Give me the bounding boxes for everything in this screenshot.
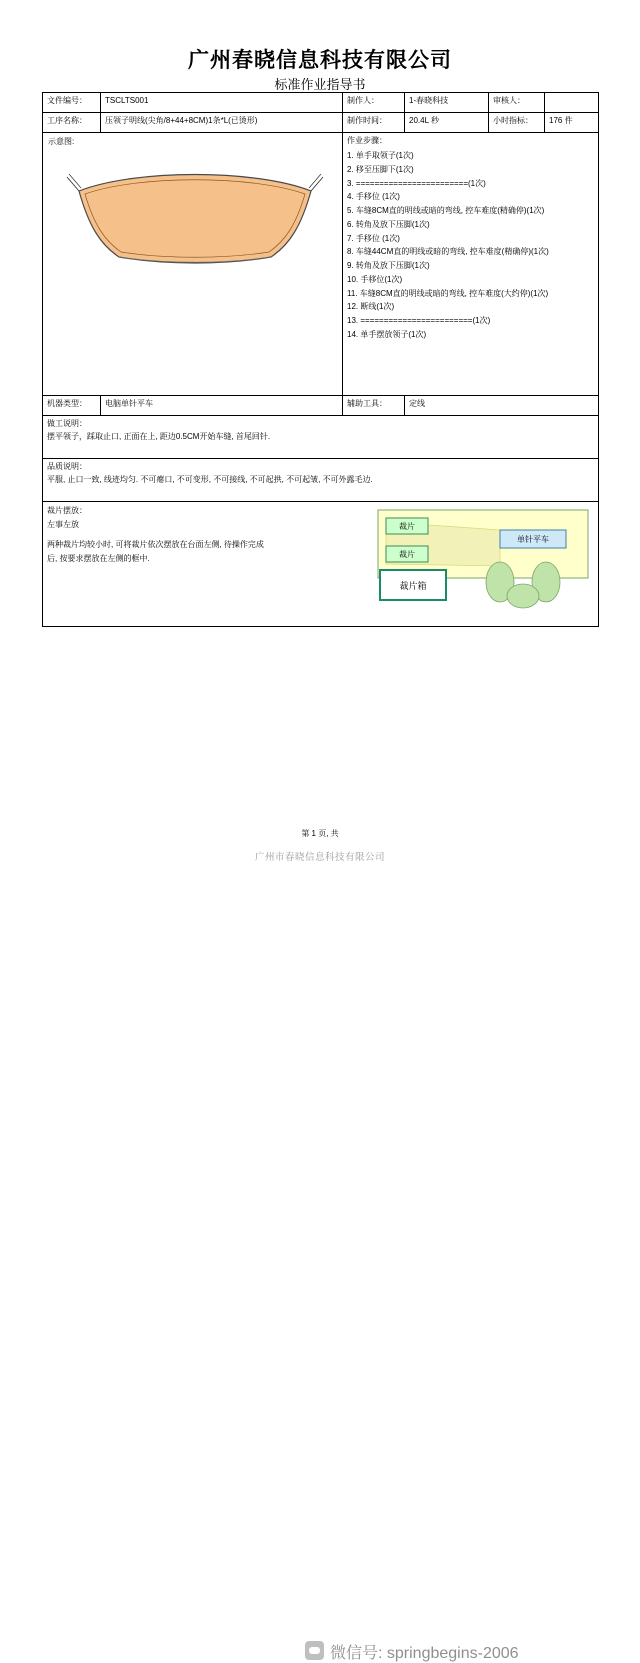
table-row-docno	[43, 93, 599, 113]
operation-text: 摆平领子，踩取止口, 正面在上, 距边0.5CM开始车缝, 首尾回针.	[47, 432, 271, 441]
page-number: 第 1 页, 共	[301, 829, 339, 838]
doc-no-label: 文件编号：	[43, 93, 101, 113]
wechat-icon	[305, 1641, 324, 1660]
diagram-machine-label: 单针平车	[517, 535, 549, 544]
aux-tool-value: 定线	[405, 396, 599, 416]
aux-tool-label: 辅助工具：	[343, 396, 405, 416]
list-item: 9. 转角及放下压脚(1次)	[347, 261, 430, 270]
diagram-box-label: 裁片箱	[399, 581, 427, 591]
table-row-illustration-steps	[43, 133, 599, 396]
list-item: 11. 车缝8CM直的明线或暗的弯线, 控车难度(大约停)(1次)	[347, 288, 549, 298]
illustration-label: 示意图:	[48, 137, 75, 146]
list-item: 6. 转角及放下压脚(1次)	[347, 219, 430, 229]
table-row-operation	[43, 416, 599, 459]
time-value: 20.4L 秒	[405, 113, 489, 133]
operation-cell	[43, 416, 599, 459]
list-item: 3. ========================(1次)	[347, 178, 486, 188]
diagram-piece-a-label: 裁片	[399, 522, 415, 531]
process-value: 压领子明线(尖角/8+44+8CM)1条*L(已烫形)	[101, 113, 343, 133]
list-item: 2. 移至压脚下(1次)	[347, 164, 414, 174]
table-row-process	[43, 113, 599, 133]
list-item: 5. 车缝8CM直的明线或暗的弯线, 控车难度(精确停)(1次)	[347, 206, 545, 215]
time-label: 制作时间：	[343, 113, 405, 133]
table-row-quality	[43, 459, 599, 502]
list-item: 13. ========================(1次)	[347, 316, 491, 325]
process-label: 工序名称：	[43, 113, 101, 133]
watermark-company: 广州市春晓信息科技有限公司	[254, 852, 385, 863]
operation-label: 做工说明：	[47, 419, 87, 428]
steps-title: 作业步骤：	[347, 136, 387, 145]
quality-label: 品质说明：	[47, 462, 87, 471]
maker-value: 1-春晓科技	[405, 93, 489, 113]
list-item: 14. 单手摆放领子(1次)	[347, 329, 427, 339]
hour-target-label: 小时指标：	[489, 113, 545, 133]
table-row-machine	[43, 396, 599, 416]
diagram-piece-b-label: 裁片	[399, 550, 415, 559]
list-item: 10. 手移位(1次)	[347, 274, 403, 284]
quality-text: 平服, 止口一致, 线迹均匀. 不可瘪口, 不可变形, 不可接线, 不可起拱, 不可起皱, 不可外露毛边.	[47, 475, 373, 484]
list-item: 12. 断线(1次)	[347, 302, 395, 312]
steps-cell	[343, 133, 599, 396]
illustration-cell	[43, 133, 343, 396]
placement-sublabel: 左事左放	[47, 520, 79, 529]
doc-no-value: TSCLTS001	[101, 93, 343, 113]
placement-cell	[43, 502, 599, 627]
list-item: 7. 手移位 (1次)	[347, 233, 400, 243]
checker-value	[545, 93, 599, 113]
placement-label: 裁片摆放：	[47, 506, 87, 515]
quality-cell	[43, 459, 599, 502]
hour-target-value: 176 件	[545, 113, 599, 133]
document-type-title: 标准作业指导书	[274, 77, 366, 92]
list-item: 8. 车缝44CM直的明线或暗的弯线, 控车难度(精确停)(1次)	[347, 247, 549, 257]
collar-illustration	[65, 161, 325, 281]
company-title: 广州春晓信息科技有限公司	[188, 48, 452, 72]
table-row-placement	[43, 502, 599, 627]
placement-text-line2: 后, 按要求摆放在左侧的框中.	[47, 554, 150, 563]
checker-label: 审核人：	[489, 93, 545, 113]
machine-type-value: 电脑单针平车	[101, 396, 343, 416]
steps-list	[347, 149, 594, 342]
list-item: 1. 单手取领子(1次)	[347, 151, 414, 160]
placement-text-line1: 两种裁片均较小时, 可将裁片依次摆放在台面左侧, 待操作完成	[47, 540, 264, 549]
machine-type-label: 机器类型：	[43, 396, 101, 416]
sop-table	[42, 92, 599, 627]
workstation-diagram	[350, 508, 590, 618]
maker-label: 制作人：	[343, 93, 405, 113]
list-item: 4. 手移位 (1次)	[347, 192, 400, 202]
watermark-text: 微信号: springbegins-2006	[330, 1645, 519, 1662]
